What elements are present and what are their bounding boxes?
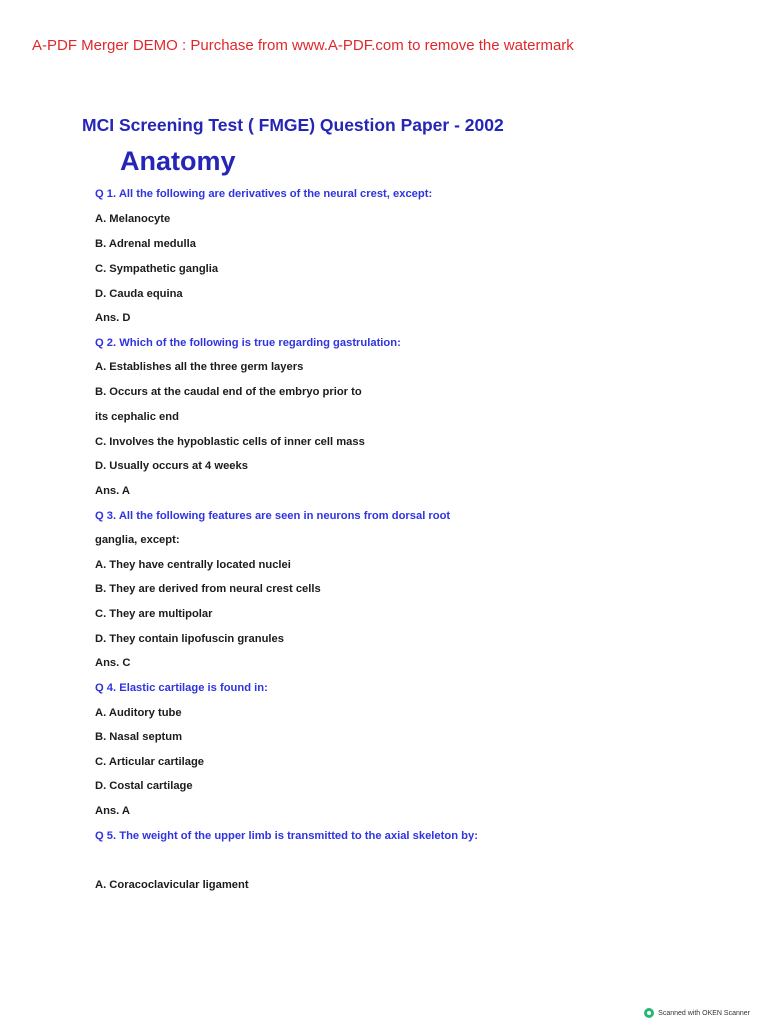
option-text: its cephalic end (95, 411, 179, 423)
question-5: Q 5. The weight of the upper limb is transmitted to the axial skeleton by: (95, 830, 478, 842)
option-text: B. Nasal septum (95, 731, 183, 743)
question-3: Q 3. All the following features are seen in neurons from dorsal root (95, 510, 451, 522)
question-3-continuation: ganglia, except: (95, 534, 180, 546)
option-text: D. Costal cartilage (95, 780, 193, 792)
option-text: B. Adrenal medulla (95, 238, 196, 250)
option-text: A. Coracoclavicular ligament (95, 879, 249, 891)
question-1: Q 1. All the following are derivatives of the neural crest, except: (95, 188, 433, 200)
scanner-text: Scanned with OKEN Scanner (658, 1009, 750, 1017)
paper-title: MCI Screening Test ( FMGE) Question Paper - 2002 (82, 115, 504, 135)
option-text: C. Articular cartilage (95, 756, 205, 768)
option-text: C. Sympathetic ganglia (95, 263, 219, 275)
option-text: B. They are derived from neural crest cells (95, 583, 321, 595)
scanner-logo-icon (644, 1008, 654, 1018)
subject-heading: Anatomy (120, 146, 236, 176)
option-text: C. Involves the hypoblastic cells of inner cell mass (95, 436, 365, 448)
answer-text: Ans. D (95, 312, 131, 324)
option-text: D. They contain lipofuscin granules (95, 633, 284, 645)
option-text: B. Occurs at the caudal end of the embryo prior to (95, 386, 362, 398)
option-text: D. Usually occurs at 4 weeks (95, 460, 248, 472)
answer-text: Ans. A (95, 485, 131, 497)
question-4: Q 4. Elastic cartilage is found in: (95, 682, 268, 694)
watermark-text: A-PDF Merger DEMO : Purchase from www.A-PDF.com to remove the watermark (32, 37, 574, 54)
question-2: Q 2. Which of the following is true regarding gastrulation: (95, 337, 401, 349)
scanner-stamp (644, 1008, 750, 1018)
option-text: A. Establishes all the three germ layers (95, 361, 304, 373)
option-text: C. They are multipolar (95, 608, 213, 620)
answer-text: Ans. A (95, 805, 131, 817)
answer-text: Ans. C (95, 657, 131, 669)
option-text: A. Auditory tube (95, 707, 182, 719)
option-text: A. Melanocyte (95, 213, 171, 225)
option-text: D. Cauda equina (95, 288, 183, 300)
option-text: A. They have centrally located nuclei (95, 559, 291, 571)
